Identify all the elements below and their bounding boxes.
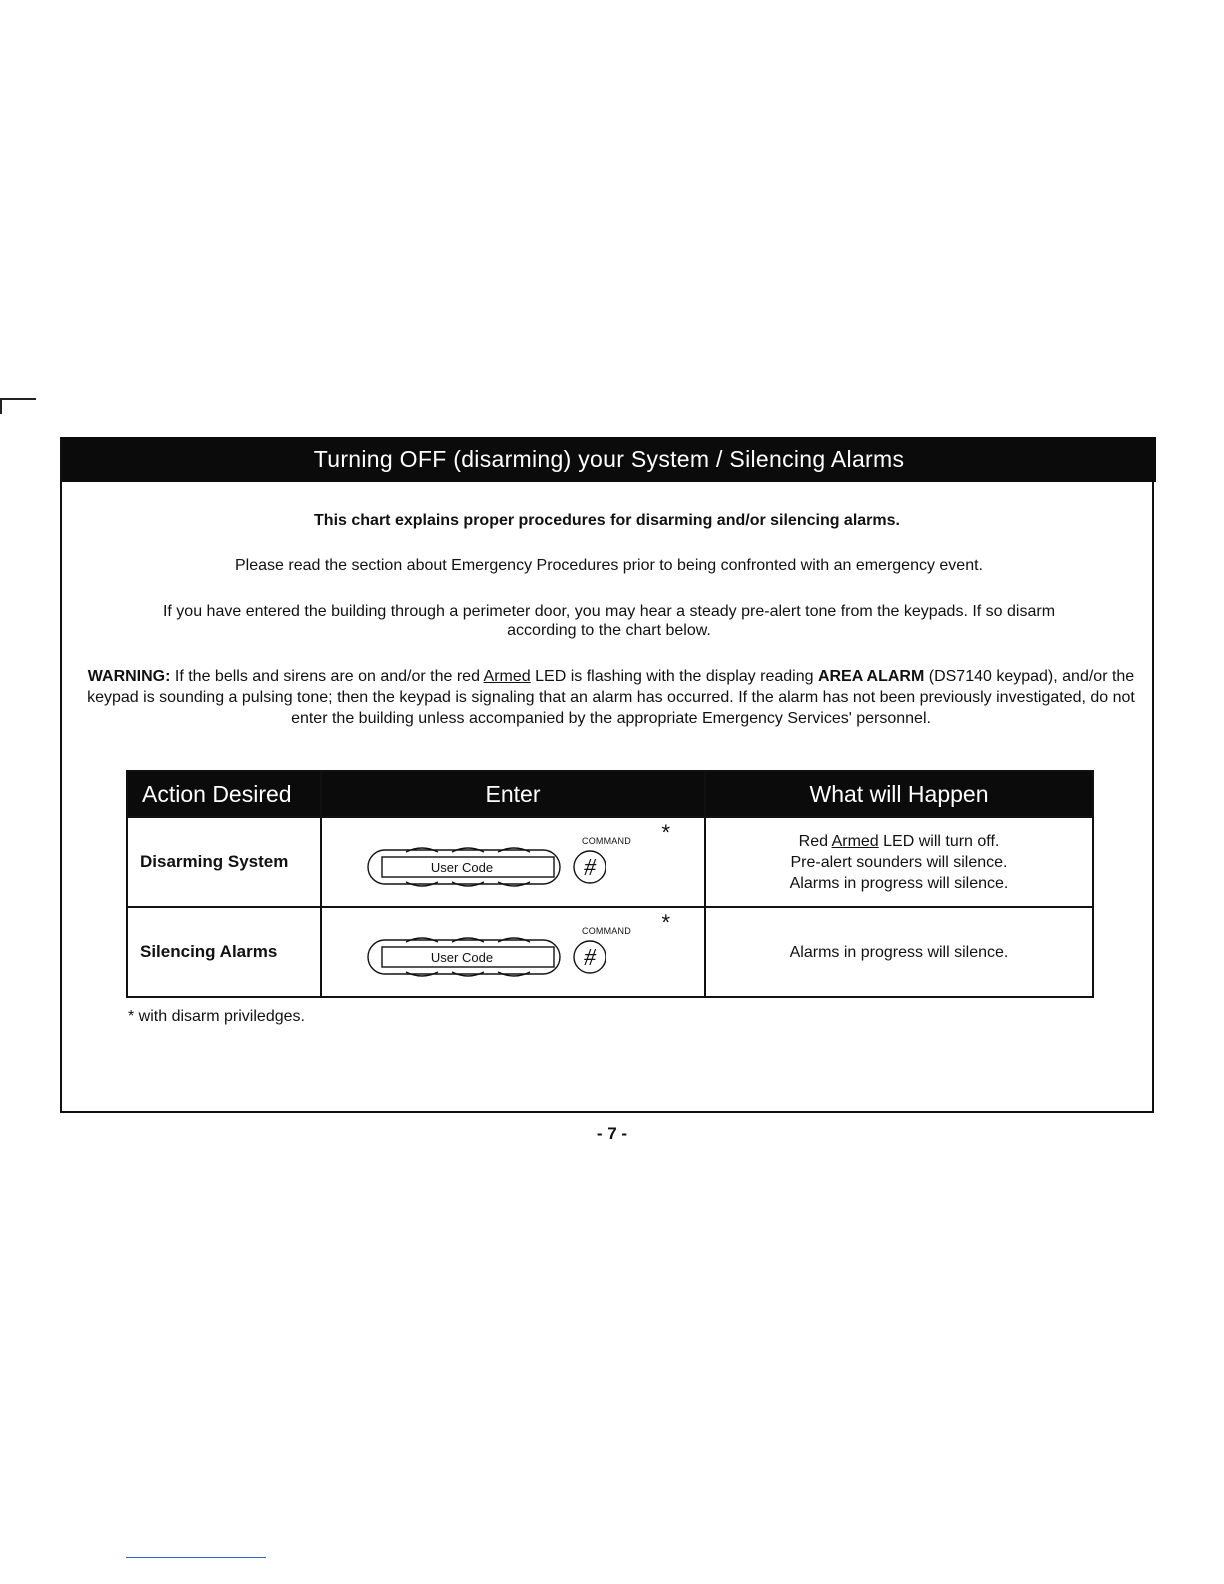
- table-header-row: [127, 771, 1093, 817]
- table-row: [127, 817, 1093, 907]
- keypad-sequence-icon: [366, 936, 606, 980]
- intro-lead: This chart explains proper procedures for disarming and/or silencing alarms.: [314, 512, 900, 529]
- result-armed: Armed: [831, 832, 879, 850]
- command-label: COMMAND: [582, 836, 631, 846]
- procedure-table: [126, 770, 1094, 998]
- command-key-label: #: [584, 855, 596, 881]
- result-line-3: Alarms in progress will silence.: [789, 874, 1009, 892]
- result-line-2: Pre-alert sounders will silence.: [790, 853, 1008, 871]
- header-action-desired: Action Desired: [127, 771, 321, 817]
- result-prefix: Red: [798, 832, 832, 850]
- warning-text-c: (DS7140 keypad), and/or the keypad is sounding a pulsing tone; then the keypad is signaling that an alarm has occurred. If the alarm has not been previously investigated, do not enter the building unless accompanied by the appropriate Emergency Services' personnel.: [87, 668, 1135, 727]
- perimeter-note: [70, 602, 1148, 640]
- warning-text-a: If the bells and sirens are on and/or the red: [170, 668, 484, 685]
- footer-rule: [126, 1557, 266, 1558]
- header-enter: Enter: [321, 771, 705, 817]
- perimeter-note-line1: If you have entered the building through a perimeter door, you may hear a steady pre-alert tone from the keypads. If so disarm: [162, 603, 1056, 620]
- warning-paragraph: [72, 666, 1150, 729]
- asterisk-mark: *: [661, 820, 670, 845]
- action-cell: Silencing Alarms: [127, 907, 321, 997]
- crop-mark: [0, 398, 36, 414]
- enter-cell: [321, 907, 705, 997]
- read-note: Please read the section about Emergency Procedures prior to being confronted with an emergency event.: [235, 557, 983, 574]
- result-line-1: [706, 831, 1092, 852]
- action-cell: Disarming System: [127, 817, 321, 907]
- warning-label: WARNING:: [87, 668, 171, 685]
- asterisk-mark: *: [661, 910, 670, 935]
- keypad-sequence-icon: [366, 846, 606, 890]
- warning-area-alarm: AREA ALARM: [817, 668, 925, 685]
- section-banner: Turning OFF (disarming) your System / Silencing Alarms: [62, 437, 1156, 482]
- result-cell: [705, 907, 1093, 997]
- warning-text-b: LED is flashing with the display reading: [530, 668, 818, 685]
- result-line1-suffix: LED will turn off.: [878, 832, 1000, 850]
- command-label: COMMAND: [582, 926, 631, 936]
- page-number: - 7 -: [596, 1124, 628, 1143]
- command-key-label: #: [584, 945, 596, 971]
- keypad-field-label: User Code: [430, 860, 494, 875]
- table-row: [127, 907, 1093, 997]
- result-cell: [705, 817, 1093, 907]
- footnote: * with disarm priviledges.: [128, 1008, 305, 1025]
- result-line-1: Alarms in progress will silence.: [789, 943, 1009, 961]
- warning-armed: Armed: [483, 668, 531, 685]
- keypad-field-label: User Code: [430, 950, 494, 965]
- enter-cell: [321, 817, 705, 907]
- header-what-will-happen: What will Happen: [705, 771, 1093, 817]
- perimeter-note-line2: according to the chart below.: [507, 622, 711, 639]
